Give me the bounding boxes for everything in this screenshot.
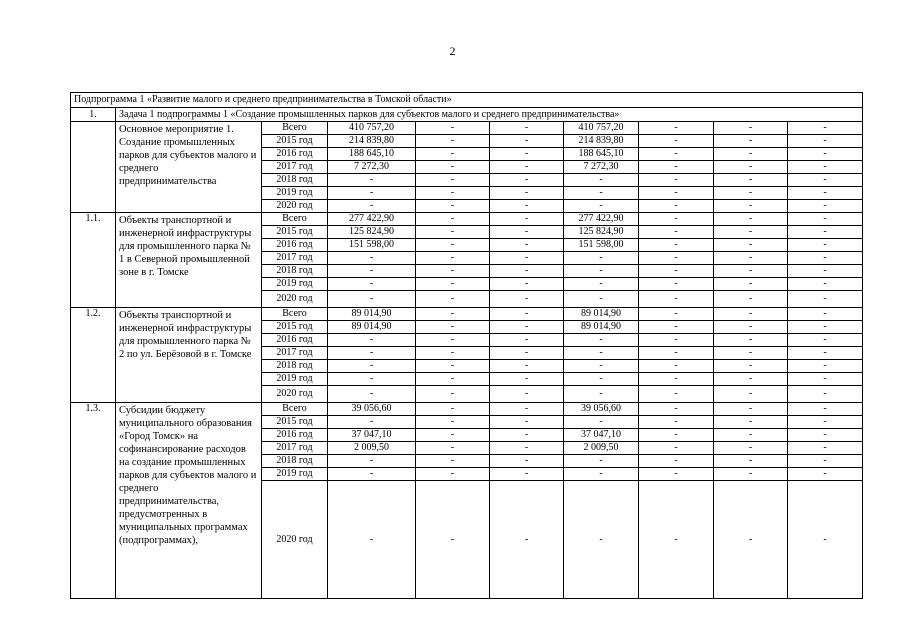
amount-cell-2: - (416, 161, 490, 174)
amount-cell-6: - (714, 226, 788, 239)
amount-cell-7: - (788, 360, 863, 373)
amount-cell-5: - (639, 252, 714, 265)
period-label: 2016 год (262, 239, 328, 252)
amount-cell-3: - (490, 161, 564, 174)
period-label: 2017 год (262, 347, 328, 360)
amount-cell-6: - (714, 239, 788, 252)
amount-cell-2: - (416, 122, 490, 135)
amount-cell-1: 37 047,10 (328, 429, 416, 442)
amount-cell-3: - (490, 468, 564, 481)
period-label: 2016 год (262, 429, 328, 442)
amount-cell-6: - (714, 403, 788, 416)
amount-cell-3: - (490, 122, 564, 135)
amount-cell-5: - (639, 321, 714, 334)
period-label: 2019 год (262, 278, 328, 291)
amount-cell-2: - (416, 187, 490, 200)
item-name: Объекты транспортной и инженерной инфраструктуры для промышленного парка № 1 в Северной промышленной зоне в г. Томске (116, 213, 262, 308)
amount-cell-3: - (490, 148, 564, 161)
amount-cell-7: - (788, 239, 863, 252)
amount-cell-3: - (490, 239, 564, 252)
amount-cell-3: - (490, 442, 564, 455)
amount-cell-3: - (490, 403, 564, 416)
amount-cell-5: - (639, 187, 714, 200)
amount-cell-5: - (639, 403, 714, 416)
amount-cell-4: 188 645,10 (564, 148, 639, 161)
amount-cell-4: - (564, 468, 639, 481)
amount-cell-5: - (639, 360, 714, 373)
amount-cell-6: - (714, 200, 788, 213)
amount-cell-4: 151 598,00 (564, 239, 639, 252)
amount-cell-7: - (788, 135, 863, 148)
amount-cell-4: 39 056,60 (564, 403, 639, 416)
period-label: Всего (262, 308, 328, 321)
amount-cell-7: - (788, 321, 863, 334)
subprogram-title: Подпрограмма 1 «Развитие малого и среднего предпринимательства в Томской области» (71, 93, 863, 108)
period-label: 2016 год (262, 148, 328, 161)
amount-cell-5: - (639, 347, 714, 360)
amount-cell-6: - (714, 213, 788, 226)
amount-cell-6: - (714, 174, 788, 187)
amount-cell-2: - (416, 321, 490, 334)
amount-cell-1: 277 422,90 (328, 213, 416, 226)
page-number: 2 (449, 44, 456, 58)
table-row (71, 308, 863, 321)
amount-cell-3: - (490, 455, 564, 468)
amount-cell-2: - (416, 360, 490, 373)
amount-cell-6: - (714, 334, 788, 347)
period-label: 2015 год (262, 321, 328, 334)
amount-cell-7: - (788, 442, 863, 455)
amount-cell-7: - (788, 291, 863, 308)
amount-cell-6: - (714, 265, 788, 278)
amount-cell-3: - (490, 334, 564, 347)
amount-cell-3: - (490, 291, 564, 308)
amount-cell-6: - (714, 455, 788, 468)
period-label: Всего (262, 213, 328, 226)
amount-cell-1: - (328, 265, 416, 278)
amount-cell-7: - (788, 187, 863, 200)
amount-cell-5: - (639, 278, 714, 291)
task-row (71, 107, 863, 122)
amount-cell-6: - (714, 429, 788, 442)
amount-cell-7: - (788, 455, 863, 468)
amount-cell-4: - (564, 360, 639, 373)
amount-cell-5: - (639, 239, 714, 252)
amount-cell-6: - (714, 135, 788, 148)
item-number: 1.3. (71, 403, 116, 599)
amount-cell-7: - (788, 148, 863, 161)
amount-cell-5: - (639, 481, 714, 599)
budget-table (70, 92, 863, 599)
amount-cell-1: 2 009,50 (328, 442, 416, 455)
amount-cell-1: 125 824,90 (328, 226, 416, 239)
amount-cell-3: - (490, 321, 564, 334)
amount-cell-4: - (564, 481, 639, 599)
amount-cell-3: - (490, 187, 564, 200)
amount-cell-5: - (639, 161, 714, 174)
amount-cell-6: - (714, 278, 788, 291)
amount-cell-3: - (490, 347, 564, 360)
amount-cell-1: 410 757,20 (328, 122, 416, 135)
amount-cell-4: - (564, 187, 639, 200)
amount-cell-7: - (788, 429, 863, 442)
period-label: 2019 год (262, 187, 328, 200)
period-label: 2020 год (262, 200, 328, 213)
task-title: Задача 1 подпрограммы 1 «Создание промышленных парков для субъектов малого и среднего предпринимательства» (116, 107, 863, 122)
amount-cell-2: - (416, 334, 490, 347)
amount-cell-4: - (564, 174, 639, 187)
amount-cell-1: 7 272,30 (328, 161, 416, 174)
amount-cell-5: - (639, 334, 714, 347)
amount-cell-5: - (639, 468, 714, 481)
amount-cell-5: - (639, 429, 714, 442)
amount-cell-6: - (714, 187, 788, 200)
amount-cell-7: - (788, 308, 863, 321)
amount-cell-7: - (788, 226, 863, 239)
amount-cell-6: - (714, 148, 788, 161)
amount-cell-6: - (714, 373, 788, 386)
amount-cell-5: - (639, 122, 714, 135)
amount-cell-4: - (564, 455, 639, 468)
amount-cell-1: - (328, 291, 416, 308)
amount-cell-1: - (328, 360, 416, 373)
amount-cell-5: - (639, 442, 714, 455)
amount-cell-6: - (714, 291, 788, 308)
amount-cell-5: - (639, 265, 714, 278)
amount-cell-7: - (788, 481, 863, 599)
amount-cell-6: - (714, 122, 788, 135)
amount-cell-6: - (714, 481, 788, 599)
amount-cell-7: - (788, 213, 863, 226)
amount-cell-2: - (416, 265, 490, 278)
amount-cell-1: 89 014,90 (328, 308, 416, 321)
amount-cell-5: - (639, 308, 714, 321)
amount-cell-6: - (714, 321, 788, 334)
subprogram-row (71, 93, 863, 108)
amount-cell-2: - (416, 252, 490, 265)
table-row (71, 122, 863, 135)
amount-cell-7: - (788, 161, 863, 174)
amount-cell-7: - (788, 347, 863, 360)
amount-cell-7: - (788, 403, 863, 416)
amount-cell-2: - (416, 278, 490, 291)
amount-cell-7: - (788, 174, 863, 187)
table-row (71, 403, 863, 416)
amount-cell-2: - (416, 174, 490, 187)
amount-cell-6: - (714, 442, 788, 455)
amount-cell-3: - (490, 174, 564, 187)
amount-cell-4: - (564, 386, 639, 403)
amount-cell-7: - (788, 265, 863, 278)
amount-cell-5: - (639, 416, 714, 429)
item-number: 1.1. (71, 213, 116, 308)
amount-cell-2: - (416, 226, 490, 239)
period-label: 2015 год (262, 416, 328, 429)
amount-cell-6: - (714, 386, 788, 403)
amount-cell-2: - (416, 200, 490, 213)
amount-cell-6: - (714, 468, 788, 481)
amount-cell-1: - (328, 187, 416, 200)
period-label: 2020 год (262, 481, 328, 599)
amount-cell-5: - (639, 148, 714, 161)
amount-cell-7: - (788, 373, 863, 386)
amount-cell-4: 89 014,90 (564, 321, 639, 334)
amount-cell-3: - (490, 481, 564, 599)
amount-cell-4: 37 047,10 (564, 429, 639, 442)
amount-cell-3: - (490, 360, 564, 373)
amount-cell-5: - (639, 135, 714, 148)
table-row (71, 213, 863, 226)
amount-cell-4: - (564, 416, 639, 429)
amount-cell-4: 7 272,30 (564, 161, 639, 174)
amount-cell-1: - (328, 481, 416, 599)
amount-cell-1: 39 056,60 (328, 403, 416, 416)
amount-cell-3: - (490, 213, 564, 226)
period-label: 2018 год (262, 174, 328, 187)
amount-cell-3: - (490, 252, 564, 265)
amount-cell-1: - (328, 416, 416, 429)
amount-cell-4: 125 824,90 (564, 226, 639, 239)
amount-cell-4: - (564, 278, 639, 291)
amount-cell-5: - (639, 455, 714, 468)
period-label: 2018 год (262, 360, 328, 373)
amount-cell-7: - (788, 468, 863, 481)
amount-cell-5: - (639, 373, 714, 386)
amount-cell-4: 277 422,90 (564, 213, 639, 226)
amount-cell-5: - (639, 200, 714, 213)
amount-cell-3: - (490, 416, 564, 429)
amount-cell-2: - (416, 135, 490, 148)
amount-cell-3: - (490, 429, 564, 442)
amount-cell-5: - (639, 291, 714, 308)
amount-cell-2: - (416, 148, 490, 161)
period-label: Всего (262, 403, 328, 416)
amount-cell-3: - (490, 278, 564, 291)
period-label: 2017 год (262, 442, 328, 455)
amount-cell-4: - (564, 373, 639, 386)
amount-cell-2: - (416, 239, 490, 252)
amount-cell-3: - (490, 135, 564, 148)
amount-cell-3: - (490, 386, 564, 403)
amount-cell-4: 214 839,80 (564, 135, 639, 148)
amount-cell-3: - (490, 373, 564, 386)
amount-cell-3: - (490, 226, 564, 239)
amount-cell-4: - (564, 265, 639, 278)
amount-cell-1: - (328, 334, 416, 347)
amount-cell-4: - (564, 291, 639, 308)
amount-cell-1: - (328, 373, 416, 386)
amount-cell-2: - (416, 308, 490, 321)
amount-cell-6: - (714, 360, 788, 373)
item-name: Основное мероприятие 1. Создание промышленных парков для субъектов малого и среднего предпринимательства (116, 122, 262, 213)
amount-cell-6: - (714, 416, 788, 429)
amount-cell-4: - (564, 334, 639, 347)
period-label: 2017 год (262, 161, 328, 174)
amount-cell-1: - (328, 347, 416, 360)
amount-cell-6: - (714, 308, 788, 321)
amount-cell-2: - (416, 373, 490, 386)
amount-cell-5: - (639, 174, 714, 187)
amount-cell-6: - (714, 161, 788, 174)
amount-cell-1: - (328, 278, 416, 291)
amount-cell-2: - (416, 468, 490, 481)
period-label: 2015 год (262, 135, 328, 148)
amount-cell-2: - (416, 481, 490, 599)
amount-cell-1: - (328, 386, 416, 403)
amount-cell-7: - (788, 252, 863, 265)
amount-cell-2: - (416, 455, 490, 468)
amount-cell-1: 89 014,90 (328, 321, 416, 334)
period-label: 2018 год (262, 455, 328, 468)
amount-cell-7: - (788, 334, 863, 347)
period-label: Всего (262, 122, 328, 135)
amount-cell-4: - (564, 252, 639, 265)
amount-cell-1: - (328, 455, 416, 468)
amount-cell-6: - (714, 347, 788, 360)
amount-cell-4: 2 009,50 (564, 442, 639, 455)
period-label: 2017 год (262, 252, 328, 265)
amount-cell-2: - (416, 416, 490, 429)
amount-cell-2: - (416, 442, 490, 455)
item-name: Объекты транспортной и инженерной инфраструктуры для промышленного парка № 2 по ул. Берёзовой в г. Томске (116, 308, 262, 403)
amount-cell-2: - (416, 429, 490, 442)
item-number: 1.2. (71, 308, 116, 403)
amount-cell-1: - (328, 252, 416, 265)
amount-cell-2: - (416, 213, 490, 226)
amount-cell-2: - (416, 347, 490, 360)
amount-cell-2: - (416, 291, 490, 308)
amount-cell-7: - (788, 416, 863, 429)
amount-cell-4: 89 014,90 (564, 308, 639, 321)
period-label: 2018 год (262, 265, 328, 278)
amount-cell-7: - (788, 278, 863, 291)
period-label: 2020 год (262, 386, 328, 403)
period-label: 2016 год (262, 334, 328, 347)
period-label: 2015 год (262, 226, 328, 239)
amount-cell-1: 188 645,10 (328, 148, 416, 161)
amount-cell-1: - (328, 200, 416, 213)
item-name: Субсидии бюджету муниципального образования «Город Томск» на софинансирование расходов на создание промышленных парков для субъектов малого и среднего предпринимательства, предусмотренных в муниципальных программах (подпрограммах), (116, 403, 262, 599)
amount-cell-4: - (564, 200, 639, 213)
amount-cell-5: - (639, 213, 714, 226)
amount-cell-3: - (490, 308, 564, 321)
amount-cell-4: 410 757,20 (564, 122, 639, 135)
period-label: 2019 год (262, 373, 328, 386)
amount-cell-6: - (714, 252, 788, 265)
amount-cell-2: - (416, 386, 490, 403)
task-number: 1. (71, 107, 116, 122)
period-label: 2020 год (262, 291, 328, 308)
amount-cell-2: - (416, 403, 490, 416)
amount-cell-7: - (788, 122, 863, 135)
amount-cell-7: - (788, 200, 863, 213)
amount-cell-1: 214 839,80 (328, 135, 416, 148)
amount-cell-5: - (639, 226, 714, 239)
period-label: 2019 год (262, 468, 328, 481)
amount-cell-1: 151 598,00 (328, 239, 416, 252)
amount-cell-1: - (328, 174, 416, 187)
amount-cell-7: - (788, 386, 863, 403)
amount-cell-5: - (639, 386, 714, 403)
amount-cell-3: - (490, 200, 564, 213)
amount-cell-4: - (564, 347, 639, 360)
amount-cell-3: - (490, 265, 564, 278)
item-number (71, 122, 116, 213)
amount-cell-1: - (328, 468, 416, 481)
